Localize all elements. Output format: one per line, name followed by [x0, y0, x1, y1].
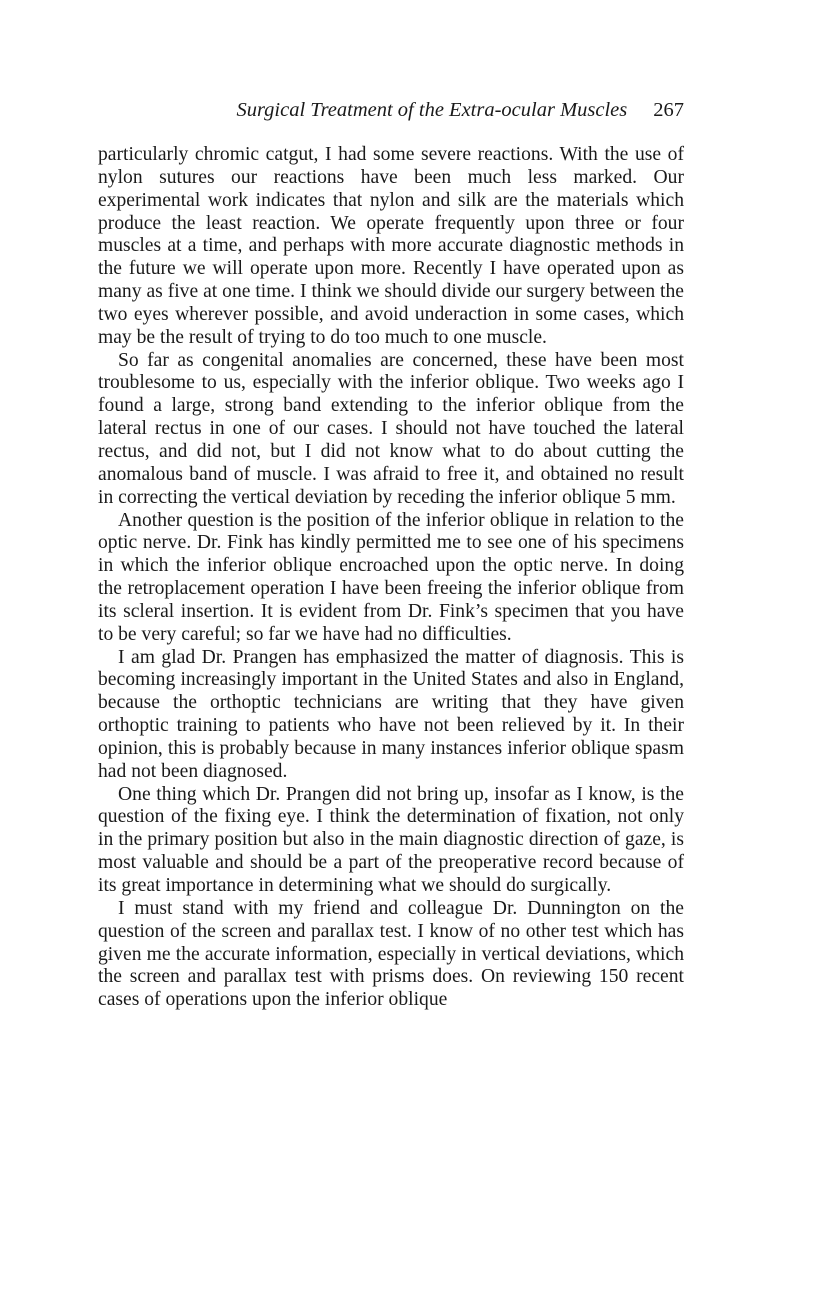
page-number: 267 [653, 99, 684, 121]
paragraph-1: particularly chromic catgut, I had some severe reactions. With the use of nylon sutures our reactions have been much less marked. Our experimental work indicates that nylon and silk are the materials which produce the least reaction. We operate frequently upon three or four muscles at a time, and perhaps with more accurate diagnostic methods in the future we will operate upon more. Recently I have operated upon as many as five at one time. I think we should divide our surgery between the two eyes wherever possible, and avoid underaction in some cases, which may be the result of trying to do too much to one muscle. [98, 144, 684, 348]
paragraph-2: So far as congenital anomalies are concerned, these have been most troublesome to us, especially with the inferior oblique. Two weeks ago I found a large, strong band extending to the inferior oblique from the lateral rectus in one of our cases. I should not have touched the lateral rectus, and did not, but I did not know what to do about cutting the anomalous band of muscle. I was afraid to free it, and obtained no result in correcting the vertical deviation by receding the inferior oblique 5 mm. [98, 349, 684, 508]
running-head [98, 96, 684, 124]
paragraph-3: Another question is the position of the inferior oblique in relation to the optic nerve. Dr. Fink has kindly permitted me to see one of his specimens in which the inferior oblique encroached upon the optic nerve. In doing the retroplacement operation I have been freeing the inferior oblique from its scleral insertion. It is evident from Dr. Fink’s specimen that you have to be very careful; so far we have had no difficulties. [98, 509, 684, 645]
running-title: Surgical Treatment of the Extra-ocular Muscles [236, 99, 628, 121]
page [98, 96, 684, 1012]
paragraph-5: One thing which Dr. Prangen did not bring up, insofar as I know, is the question of the fixing eye. I think the determination of fixation, not only in the primary position but also in the main diagnostic direction of gaze, is most valuable and should be a part of the preoperative record because of its great importance in determining what we should do surgically. [98, 783, 684, 896]
paragraph-4: I am glad Dr. Prangen has emphasized the matter of diagnosis. This is becoming increasingly important in the United States and also in England, because the orthoptic technicians are writing that they have given orthoptic training to patients who have not been relieved by it. In their opinion, this is probably because in many instances inferior oblique spasm had not been diagnosed. [98, 646, 684, 782]
body-text [98, 144, 684, 1012]
paragraph-6: I must stand with my friend and colleague Dr. Dunnington on the question of the screen and parallax test. I know of no other test which has given me the accurate information, especially in vertical deviations, which the screen and parallax test with prisms does. On reviewing 150 recent cases of operations upon the inferior oblique [98, 897, 684, 1011]
